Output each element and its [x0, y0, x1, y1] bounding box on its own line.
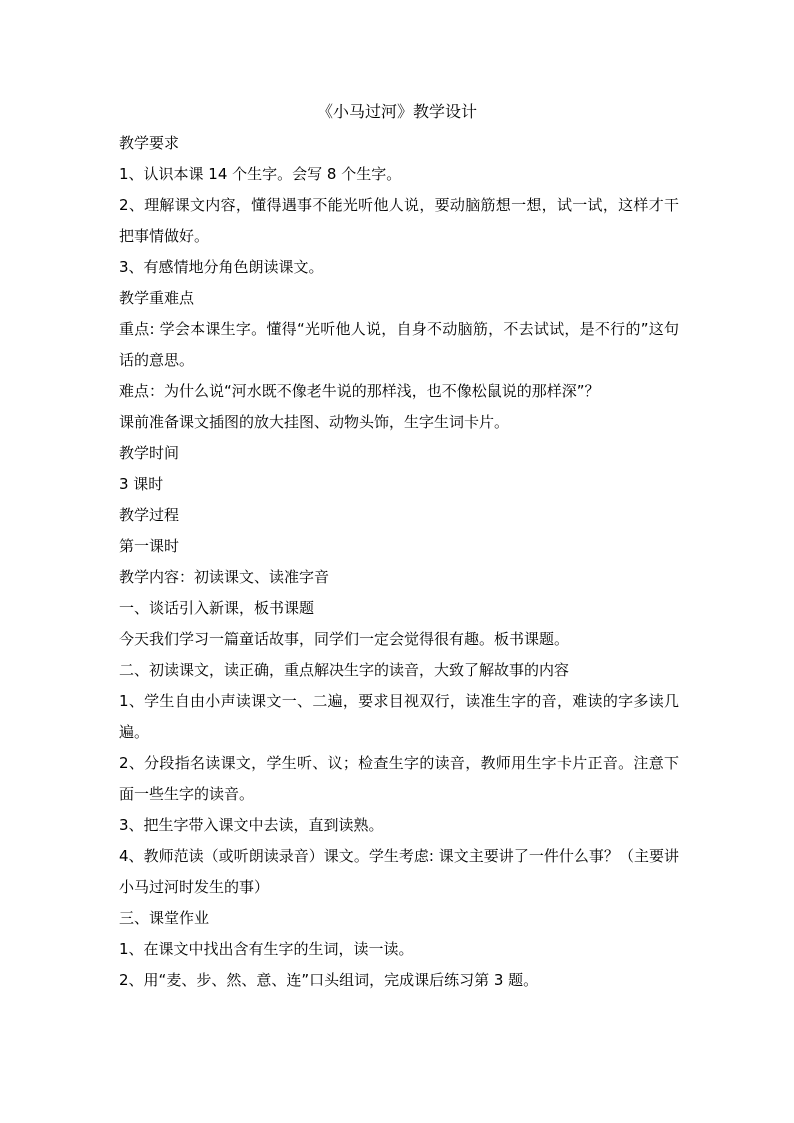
- heading-teaching-process: 教学过程: [119, 506, 180, 524]
- requirement-item-3: 3、有感情地分角色朗读课文。: [119, 258, 324, 276]
- preparation: 课前准备课文插图的放大挂图、动物头饰，生字生词卡片。: [119, 413, 510, 431]
- section-3-heading: 三、课堂作业: [119, 909, 210, 927]
- requirement-item-2: 2、理解课文内容，懂得遇事不能光听他人说，要动脑筋想一想，试一试，这样才干把事情做好。: [119, 196, 679, 245]
- heading-teaching-time: 教学时间: [119, 444, 180, 462]
- section-3-item-2: 2、用“麦、步、然、意、连”口头组词，完成课后练习第 3 题。: [119, 971, 539, 989]
- difficult-point: 难点：为什么说“河水既不像老牛说的那样浅，也不像松鼠说的那样深”？: [119, 382, 600, 400]
- document-title: 《小马过河》教学设计: [316, 102, 477, 121]
- requirement-item-1: 1、认识本课 14 个生字。会写 8 个生字。: [119, 165, 402, 183]
- section-2-heading: 二、初读课文，读正确，重点解决生字的读音，大致了解故事的内容: [119, 661, 570, 679]
- teaching-time-value: 3 课时: [119, 475, 164, 493]
- lesson-1-heading: 第一课时: [119, 537, 180, 555]
- section-2-item-3: 3、把生字带入课文中去读，直到读熟。: [119, 816, 384, 834]
- section-3-item-1: 1、在课文中找出含有生字的生词，读一读。: [119, 940, 414, 958]
- lesson-1-content: 教学内容：初读课文、读准字音: [119, 568, 330, 586]
- section-2-item-1: 1、学生自由小声读课文一、二遍，要求目视双行，读准生字的音，难读的字多读几遍。: [119, 692, 679, 741]
- section-1-text: 今天我们学习一篇童话故事，同学们一定会觉得很有趣。板书课题。: [119, 630, 570, 648]
- section-1-heading: 一、谈话引入新课，板书课题: [119, 599, 315, 617]
- heading-teaching-requirements: 教学要求: [119, 134, 180, 152]
- section-2-item-4: 4、教师范读（或听朗读录音）课文。学生考虑: 课文主要讲了一件什么事？（主要讲小马过河时发生的事）: [119, 847, 679, 896]
- key-point: 重点: 学会本课生字。懂得“光听他人说，自身不动脑筋，不去试试，是不行的”这句话的意思。: [119, 320, 679, 369]
- document-body: [119, 128, 679, 996]
- heading-key-difficult-points: 教学重难点: [119, 289, 195, 307]
- section-2-item-2: 2、分段指名读课文，学生听、议；检查生字的读音，教师用生字卡片正音。注意下面一些生字的读音。: [119, 754, 679, 803]
